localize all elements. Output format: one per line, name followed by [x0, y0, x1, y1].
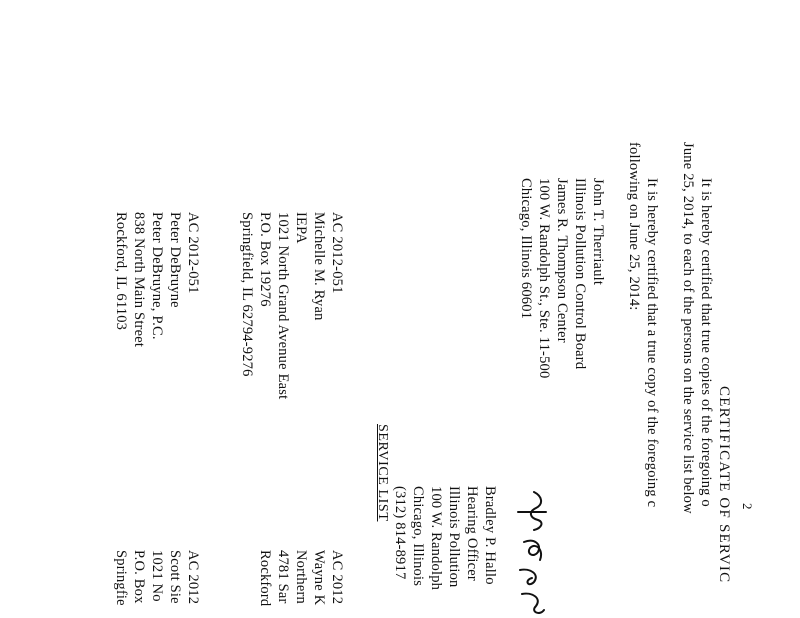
- service-entry-line: Rockford, IL 61103: [113, 212, 129, 331]
- service-entry-line: IEPA: [293, 212, 309, 244]
- signature-image: [500, 482, 550, 618]
- service-entry-line: P.O. Box: [131, 550, 147, 604]
- paragraph2-line2: following on June 25, 2014:: [626, 142, 642, 311]
- service-entry-line: AC 2012: [329, 550, 345, 605]
- service-entry-line: Scott Sie: [167, 550, 183, 604]
- recipient-hearing-line: Bradley P. Hallo: [482, 486, 498, 585]
- page-number: 2: [740, 503, 755, 510]
- service-entry-line: Rockford: [257, 550, 273, 607]
- service-entry-line: Peter DeBruyne: [167, 212, 183, 308]
- service-list-heading: SERVICE LIST: [375, 424, 390, 522]
- recipient-main-line: 100 W. Randolph St., Ste. 11-500: [536, 178, 552, 379]
- service-entry-line: 838 North Main Street: [131, 212, 147, 348]
- service-entry-line: Wayne K: [311, 550, 327, 606]
- recipient-hearing-line: Hearing Officer: [464, 486, 480, 581]
- service-entry-line: 1021 North Grand Avenue East: [275, 212, 291, 400]
- recipient-hearing-line: Chicago, Illinois: [410, 486, 426, 587]
- recipient-hearing-line: 100 W. Randolph: [428, 486, 444, 591]
- service-entry-line: Peter DeBruyne, P.C.: [149, 212, 165, 340]
- paragraph1-line2: June 25, 2014, to each of the persons on the service list below: [680, 142, 696, 514]
- service-entry-line: AC 2012-051: [185, 212, 201, 294]
- service-entry-line: 1021 No: [149, 550, 165, 602]
- recipient-hearing-line: Illinois Pollution: [446, 486, 462, 588]
- service-entry-line: Springfie: [113, 550, 129, 606]
- recipient-main-line: John T. Therriault: [590, 178, 606, 286]
- service-entry-line: 4781 Sar: [275, 550, 291, 604]
- service-entry-line: P.O. Box 19276: [257, 212, 273, 307]
- paragraph1-line1: It is hereby certified that true copies of the foregoing o: [698, 178, 714, 507]
- recipient-main-line: Illinois Pollution Control Board: [572, 178, 588, 370]
- recipient-hearing-line: (312) 814-8917: [392, 486, 408, 580]
- recipient-main-line: James R. Thompson Center: [554, 178, 570, 343]
- paragraph2-line1: It is hereby certified that a true copy of the foregoing c: [644, 178, 660, 508]
- service-entry-line: Northern: [293, 550, 309, 604]
- service-entry-line: Michelle M. Ryan: [311, 212, 327, 321]
- service-entry-line: Springfield, IL 62794-9276: [239, 212, 255, 377]
- recipient-main-line: Chicago, Illinois 60601: [518, 178, 534, 320]
- service-entry-line: AC 2012-051: [329, 212, 345, 294]
- page-title: CERTIFICATE OF SERVIC: [716, 386, 732, 584]
- service-entry-line: AC 2012: [185, 550, 201, 605]
